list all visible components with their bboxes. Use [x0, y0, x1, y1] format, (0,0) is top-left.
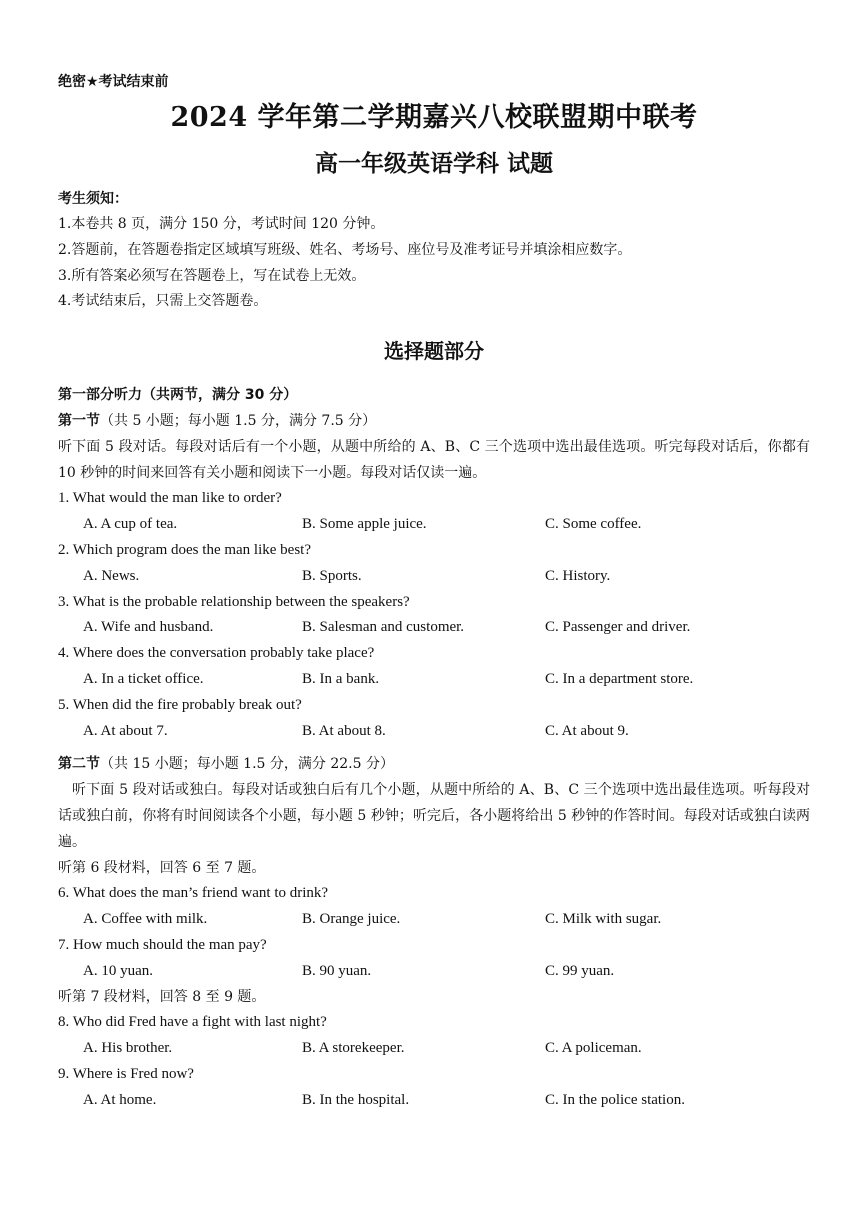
- option-b: B. At about 8.: [302, 722, 386, 739]
- option-a: A. News.: [83, 567, 140, 584]
- section2-label: 第二节: [58, 756, 100, 773]
- question-stem: 2. Which program does the man like best?: [58, 541, 311, 558]
- question-stem: 7. How much should the man pay?: [58, 936, 267, 953]
- option-a: A. Coffee with milk.: [83, 911, 208, 928]
- question-options: [58, 615, 810, 641]
- question-options: [58, 907, 810, 933]
- section1-heading: [58, 409, 810, 435]
- option-c: C. Milk with sugar.: [545, 911, 662, 928]
- notice-item: 3.所有答案必须写在答题卷上，写在试卷上无效。: [58, 267, 366, 284]
- option-c: C. History.: [545, 567, 611, 584]
- option-c: C. In the police station.: [545, 1091, 685, 1108]
- option-b: B. Salesman and customer.: [302, 619, 465, 636]
- option-a: A. At about 7.: [83, 722, 168, 739]
- option-a: A. A cup of tea.: [83, 516, 178, 533]
- question-stem: 6. What does the man’s friend want to drink?: [58, 885, 329, 902]
- question-stem: 8. Who did Fred have a fight with last night?: [58, 1014, 327, 1031]
- option-a: A. Wife and husband.: [83, 619, 214, 636]
- option-a: A. 10 yuan.: [83, 962, 153, 979]
- question-stem: 4. Where does the conversation probably take place?: [58, 645, 375, 662]
- exam-subtitle: 高一年级英语学科 试题: [314, 150, 553, 177]
- option-a: A. In a ticket office.: [83, 670, 204, 687]
- option-c: C. A policeman.: [545, 1040, 642, 1057]
- option-b: B. In a bank.: [302, 670, 380, 687]
- option-b: B. 90 yuan.: [302, 962, 372, 979]
- section2-detail: （共 15 小题；每小题 1.5 分，满分 22.5 分）: [100, 756, 394, 773]
- question-stem: 9. Where is Fred now?: [58, 1065, 194, 1082]
- confidential-mark: 绝密★考试结束前: [58, 74, 169, 90]
- question-stem: 1. What would the man like to order?: [58, 490, 282, 507]
- question-options: [58, 667, 810, 693]
- option-b: B. In the hospital.: [302, 1091, 410, 1108]
- notice-item: 1.本卷共 8 页，满分 150 分，考试时间 120 分钟。: [58, 216, 385, 232]
- question-stem: 3. What is the probable relationship between the speakers?: [58, 593, 410, 610]
- section1-label: 第一节: [58, 412, 100, 429]
- notice-item: 4.考试结束后，只需上交答题卷。: [58, 293, 268, 310]
- material-note: 听第 7 段材料，回答 8 至 9 题。: [58, 988, 266, 1005]
- question-options: [58, 1036, 810, 1062]
- notice-item: 2.答题前，在答题卷指定区域填写班级、姓名、考场号、座位号及准考证号并填涂相应数字。: [58, 241, 632, 258]
- option-c: C. In a department store.: [545, 670, 694, 687]
- question-options: [58, 959, 810, 985]
- part-heading: 第一部分听力（共两节，满分 30 分）: [58, 387, 298, 404]
- material-note: 听第 6 段材料，回答 6 至 7 题。: [58, 859, 266, 876]
- option-b: B. Sports.: [302, 567, 362, 584]
- section1-instructions: 听下面 5 段对话。每段对话后有一个小题，从题中所给的 A、B、C 三个选项中选出最佳选项。听完每段对话后，你都有 10 秒钟的时间来回答有关小题和阅读下一小题。每段对话仅读一遍。: [58, 438, 810, 481]
- option-b: B. Some apple juice.: [302, 516, 427, 533]
- question-options: [58, 719, 810, 745]
- question-options: [58, 512, 810, 538]
- option-b: B. Orange juice.: [302, 911, 401, 928]
- section1-detail: （共 5 小题；每小题 1.5 分，满分 7.5 分）: [100, 412, 377, 429]
- question-options: [58, 1088, 810, 1114]
- notice-heading: 考生须知：: [58, 191, 128, 207]
- section2-heading: [58, 752, 810, 778]
- section2-instructions: 听下面 5 段对话或独白。每段对话或独白后有几个小题，从题中所给的 A、B、C 三个选项中选出最佳选项。听每段对话或独白前，你将有时间阅读各个小题，每小题 5 秒钟；听完后，各小题将给出 5 秒钟的作答时间。每段对话或独白读两遍。: [58, 782, 810, 850]
- option-a: A. His brother.: [83, 1040, 173, 1057]
- option-b: B. A storekeeper.: [302, 1040, 405, 1057]
- option-c: C. 99 yuan.: [545, 962, 615, 979]
- option-c: C. Passenger and driver.: [545, 619, 691, 636]
- question-stem: 5. When did the fire probably break out?: [58, 696, 302, 713]
- option-c: C. At about 9.: [545, 722, 629, 739]
- option-a: A. At home.: [83, 1091, 157, 1108]
- exam-title: 2024 学年第二学期嘉兴八校联盟期中联考: [170, 102, 698, 133]
- section-title: 选择题部分: [384, 339, 484, 364]
- spacer: [58, 744, 810, 752]
- question-options: [58, 564, 810, 590]
- option-c: C. Some coffee.: [545, 516, 642, 533]
